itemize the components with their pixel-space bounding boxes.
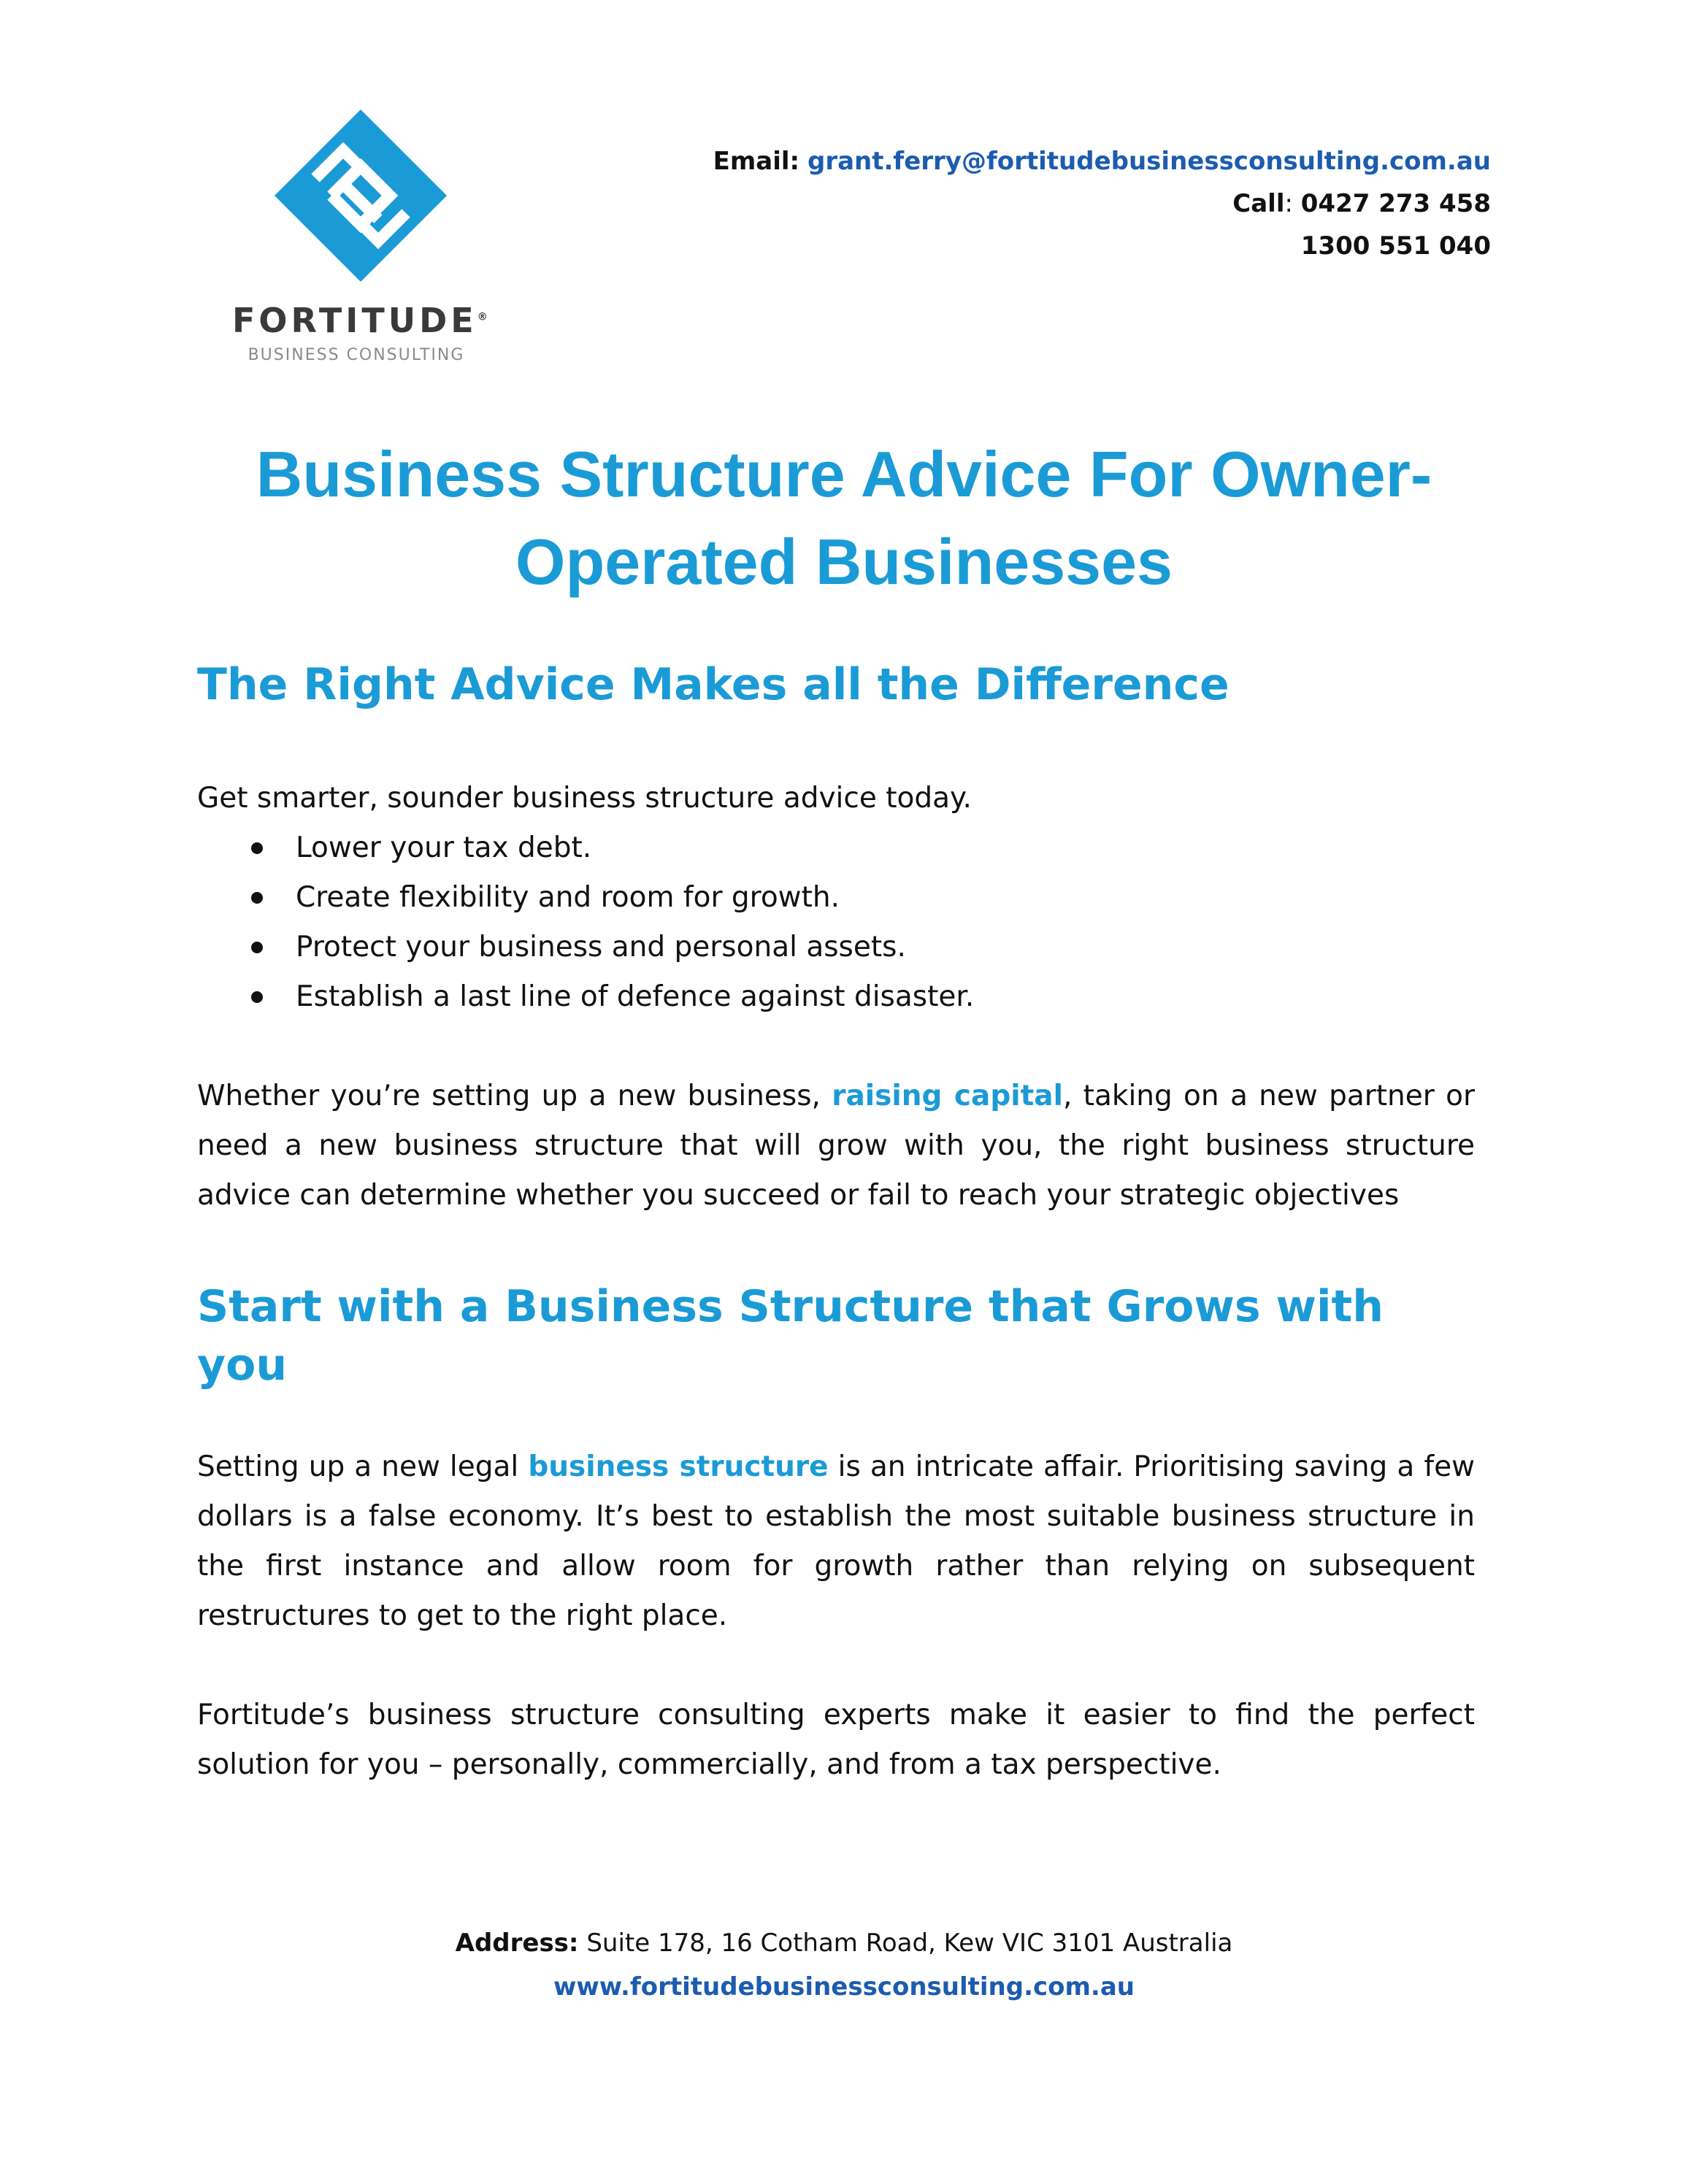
- list-item: Create flexibility and room for growth.: [197, 873, 1475, 923]
- email-label: Email:: [713, 147, 800, 176]
- address-label: Address:: [455, 1929, 579, 1958]
- phone-secondary: 1300 551 040: [1300, 231, 1491, 261]
- raising-capital-link[interactable]: raising capital: [832, 1080, 1063, 1112]
- call-separator: :: [1284, 189, 1301, 218]
- title-line-1: Business Structure Advice For Owner-: [256, 438, 1432, 510]
- email-line: [615, 140, 1491, 182]
- list-item: Lower your tax debt.: [197, 823, 1475, 873]
- phone-primary: 0427 273 458: [1300, 189, 1491, 218]
- paragraph-whether: Whether you’re setting up a new business, raising capital, taking on a new partner or need a new business structure that will grow with you, the right business structure advice can determine whether you succeed or fail to reach your strategic objectives: [197, 1080, 1475, 1212]
- page-footer: [0, 1921, 1688, 2009]
- business-structure-link[interactable]: business structure: [528, 1450, 829, 1483]
- phone-line-2: [615, 225, 1491, 267]
- call-label: Call: [1232, 189, 1285, 218]
- bullet-icon: [251, 842, 263, 854]
- contact-block: [615, 140, 1491, 267]
- logo-subtitle: BUSINESS CONSULTING: [248, 346, 465, 364]
- list-item: Protect your business and personal assets.: [197, 923, 1475, 972]
- benefits-list: [197, 823, 1475, 1022]
- main-content: [197, 655, 1475, 1790]
- fortitude-logo-icon: [273, 108, 448, 283]
- bullet-icon: [251, 892, 263, 904]
- title-line-2: Operated Businesses: [515, 526, 1173, 598]
- page-title: [146, 431, 1542, 606]
- call-line: [615, 182, 1491, 225]
- list-item: Establish a last line of defence against disaster.: [197, 972, 1475, 1022]
- email-link[interactable]: grant.ferry@fortitudebusinessconsulting.com.au: [807, 147, 1491, 176]
- intro-paragraph: Get smarter, sounder business structure advice today.: [197, 782, 972, 815]
- paragraph-fortitude: Fortitude’s business structure consulting experts make it easier to find the perfect solution for you – personally, commercially, and from a tax perspective.: [197, 1699, 1475, 1781]
- paragraph-setting-up: Setting up a new legal business structure is an intricate affair. Prioritising saving a few dollars is a false economy. It’s best to establish the most suitable business structure in the first instance and allow room for growth rather than relying on subsequent restructures to get to the right place.: [197, 1450, 1475, 1632]
- address-text: Suite 178, 16 Cotham Road, Kew VIC 3101 Australia: [578, 1929, 1233, 1958]
- bullet-icon: [251, 991, 263, 1003]
- address-line: [0, 1921, 1688, 1965]
- logo-wordmark: FORTITUDE®: [232, 301, 488, 340]
- website-line: [0, 1965, 1688, 2009]
- website-link[interactable]: www.fortitudebusinessconsulting.com.au: [553, 1972, 1135, 2002]
- section-heading-right-advice: The Right Advice Makes all the Difference: [197, 659, 1229, 710]
- section-heading-grows-with-you: Start with a Business Structure that Grows with you: [197, 1281, 1384, 1391]
- bullet-icon: [251, 942, 263, 953]
- company-logo: [232, 108, 488, 371]
